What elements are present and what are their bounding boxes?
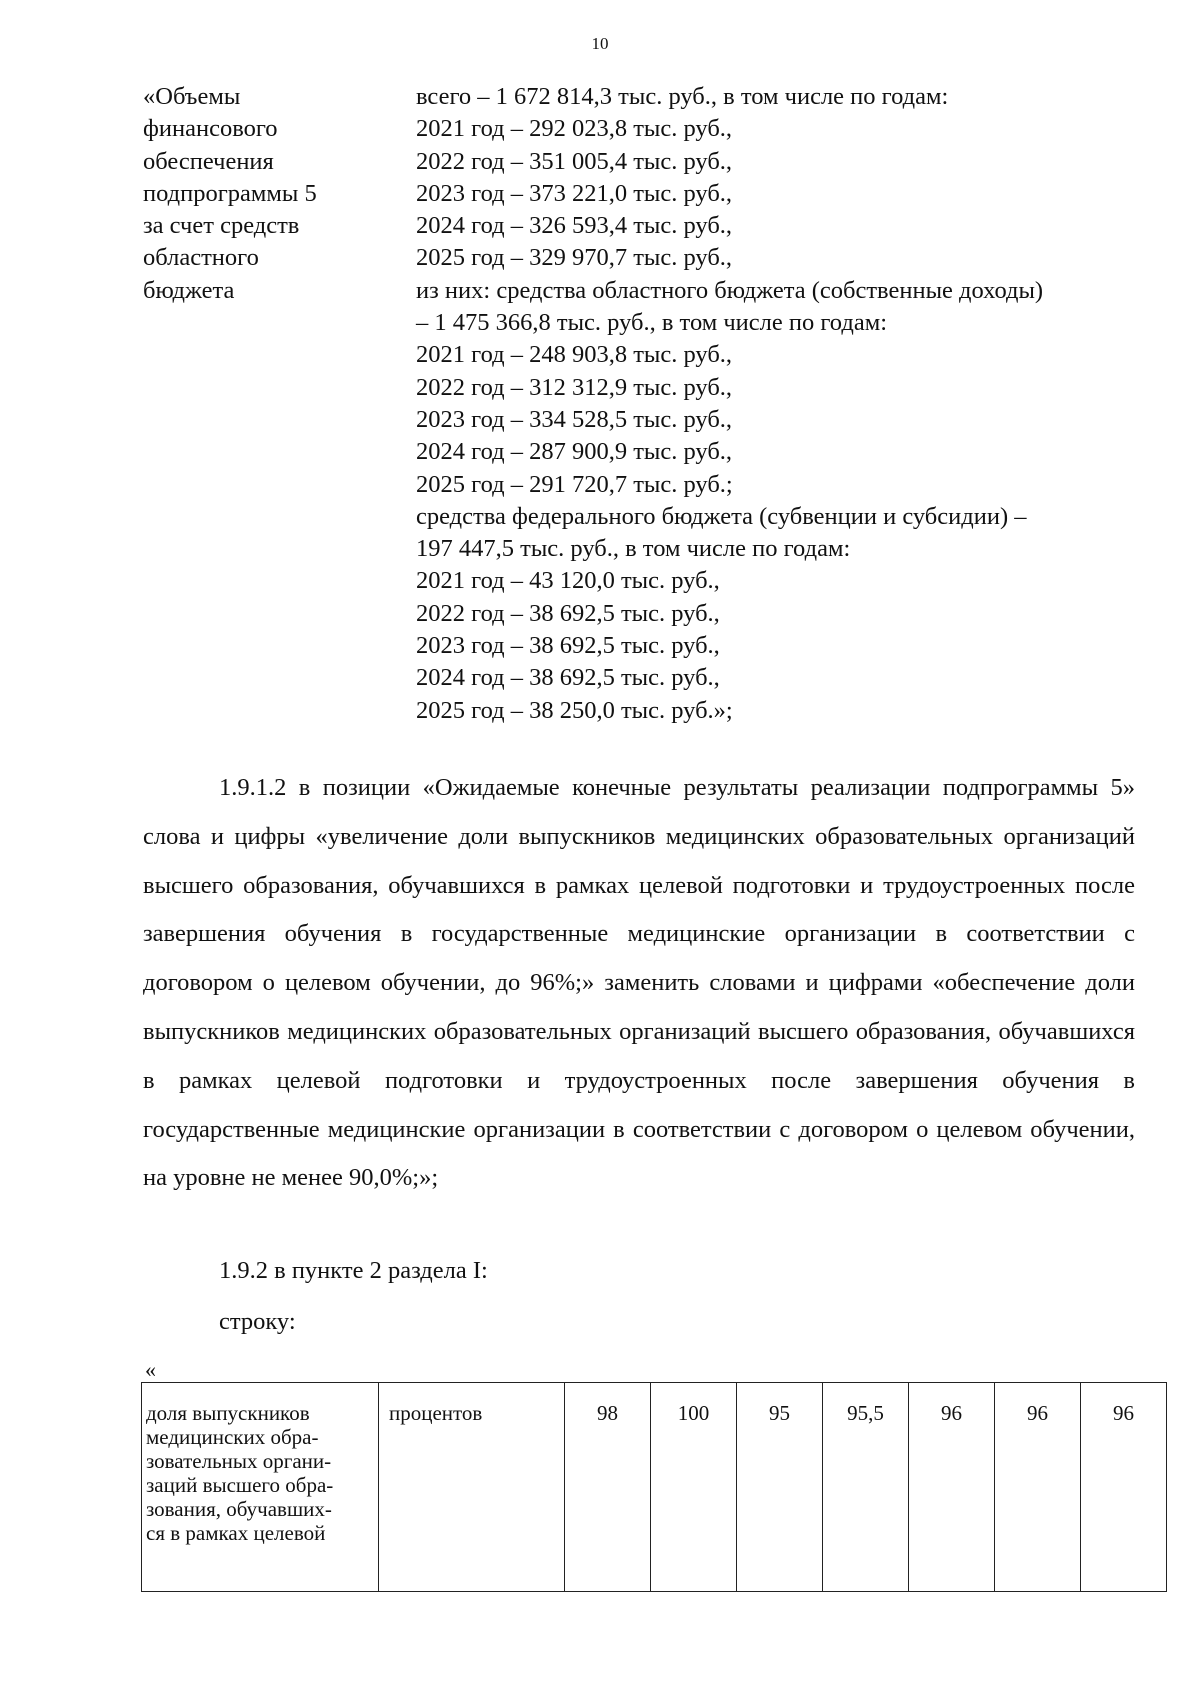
financing-value-line: 2025 год – 291 720,7 тыс. руб.;: [416, 470, 733, 498]
unit-cell: процентов: [379, 1383, 565, 1592]
financing-label-line: подпрограммы 5: [143, 179, 317, 207]
financing-label-line: «Объемы: [143, 83, 241, 110]
financing-value-line: 2023 год – 334 528,5 тыс. руб.,: [416, 405, 733, 433]
financing-value-line: средства федерального бюджета (субвенции и субсидии) –: [416, 502, 1027, 530]
value-cell: 96: [909, 1383, 995, 1592]
financing-value-line: всего – 1 672 814,3 тыс. руб., в том числе по годам:: [416, 83, 949, 110]
financing-label-line: бюджета: [143, 276, 235, 304]
financing-value-line: – 1 475 366,8 тыс. руб., в том числе по годам:: [416, 309, 888, 337]
financing-label-line: областного: [143, 244, 259, 272]
indicator-name-line: ся в рамках целевой: [146, 1521, 326, 1545]
indicator-table: [141, 1382, 1167, 1592]
amendment-paragraph: 1.9.1.2 в позиции «Ожидаемые конечные результаты реализации подпрограммы 5» слова и цифры «увеличение доли выпускников медицинских образовательных организаций высшего образования, обучавшихся в рамках целевой подготовки и трудоустроенных после завершения обучения в государственные медицинские организации в соответствии с договором о целевом обучении, до 96%;» заменить словами и цифрами «обеспечение доли выпускников медицинских образовательных организаций высшего образования, обучавшихся в рамках целевой подготовки и трудоустроенных после завершения обучения в государственные медицинские организации в соответствии с договором о целевом обучении, на уровне не менее 90,0%;»;: [143, 774, 1135, 1192]
financing-value-line: 2022 год – 312 312,9 тыс. руб.,: [416, 373, 733, 401]
value-cell: 100: [651, 1383, 737, 1592]
value-cell: 95,5: [823, 1383, 909, 1592]
financing-value-line: 2023 год – 373 221,0 тыс. руб.,: [416, 179, 733, 207]
financing-value-line: 2024 год – 326 593,4 тыс. руб.,: [416, 212, 733, 240]
value-cell: 98: [565, 1383, 651, 1592]
financing-value-line: 2023 год – 38 692,5 тыс. руб.,: [416, 632, 720, 660]
indicator-name-line: заций высшего обра-: [146, 1473, 334, 1497]
indicator-name-line: доля выпускников: [146, 1401, 310, 1425]
indicator-name-cell: [142, 1383, 379, 1592]
financing-label-line: за счет средств: [143, 212, 300, 240]
financing-value-line: 2024 год – 38 692,5 тыс. руб.,: [416, 664, 720, 692]
financing-value-line: 2022 год – 38 692,5 тыс. руб.,: [416, 599, 720, 627]
financing-value-line: 2021 год – 292 023,8 тыс. руб.,: [416, 115, 733, 143]
financing-value-line: 2025 год – 38 250,0 тыс. руб.»;: [416, 696, 733, 724]
financing-values: [416, 81, 1176, 727]
financing-value-line: 2022 год – 351 005,4 тыс. руб.,: [416, 147, 733, 175]
financing-label: [143, 81, 383, 307]
quote-open-mark: «: [145, 1357, 156, 1382]
financing-value-line: 2021 год – 248 903,8 тыс. руб.,: [416, 341, 733, 369]
value-cell: 96: [995, 1383, 1081, 1592]
financing-value-line: 2021 год – 43 120,0 тыс. руб.,: [416, 567, 720, 595]
line-label: строку:: [219, 1308, 296, 1335]
financing-value-line: 197 447,5 тыс. руб., в том числе по годам:: [416, 535, 851, 563]
page-number: 10: [591, 34, 609, 53]
financing-value-line: 2024 год – 287 900,9 тыс. руб.,: [416, 438, 733, 466]
financing-label-line: обеспечения: [143, 147, 274, 175]
table-row: [142, 1383, 1167, 1592]
subsection-heading: 1.9.2 в пункте 2 раздела I:: [219, 1257, 488, 1284]
financing-value-line: из них: средства областного бюджета (собственные доходы): [416, 276, 1044, 304]
indicator-name-line: медицинских обра-: [146, 1425, 319, 1449]
indicator-name-line: зовательных органи-: [146, 1449, 332, 1473]
financing-value-line: 2025 год – 329 970,7 тыс. руб.,: [416, 244, 733, 272]
indicator-name-line: зования, обучавших-: [146, 1497, 332, 1521]
value-cell: 95: [737, 1383, 823, 1592]
value-cell: 96: [1081, 1383, 1167, 1592]
financing-label-line: финансового: [143, 115, 278, 143]
